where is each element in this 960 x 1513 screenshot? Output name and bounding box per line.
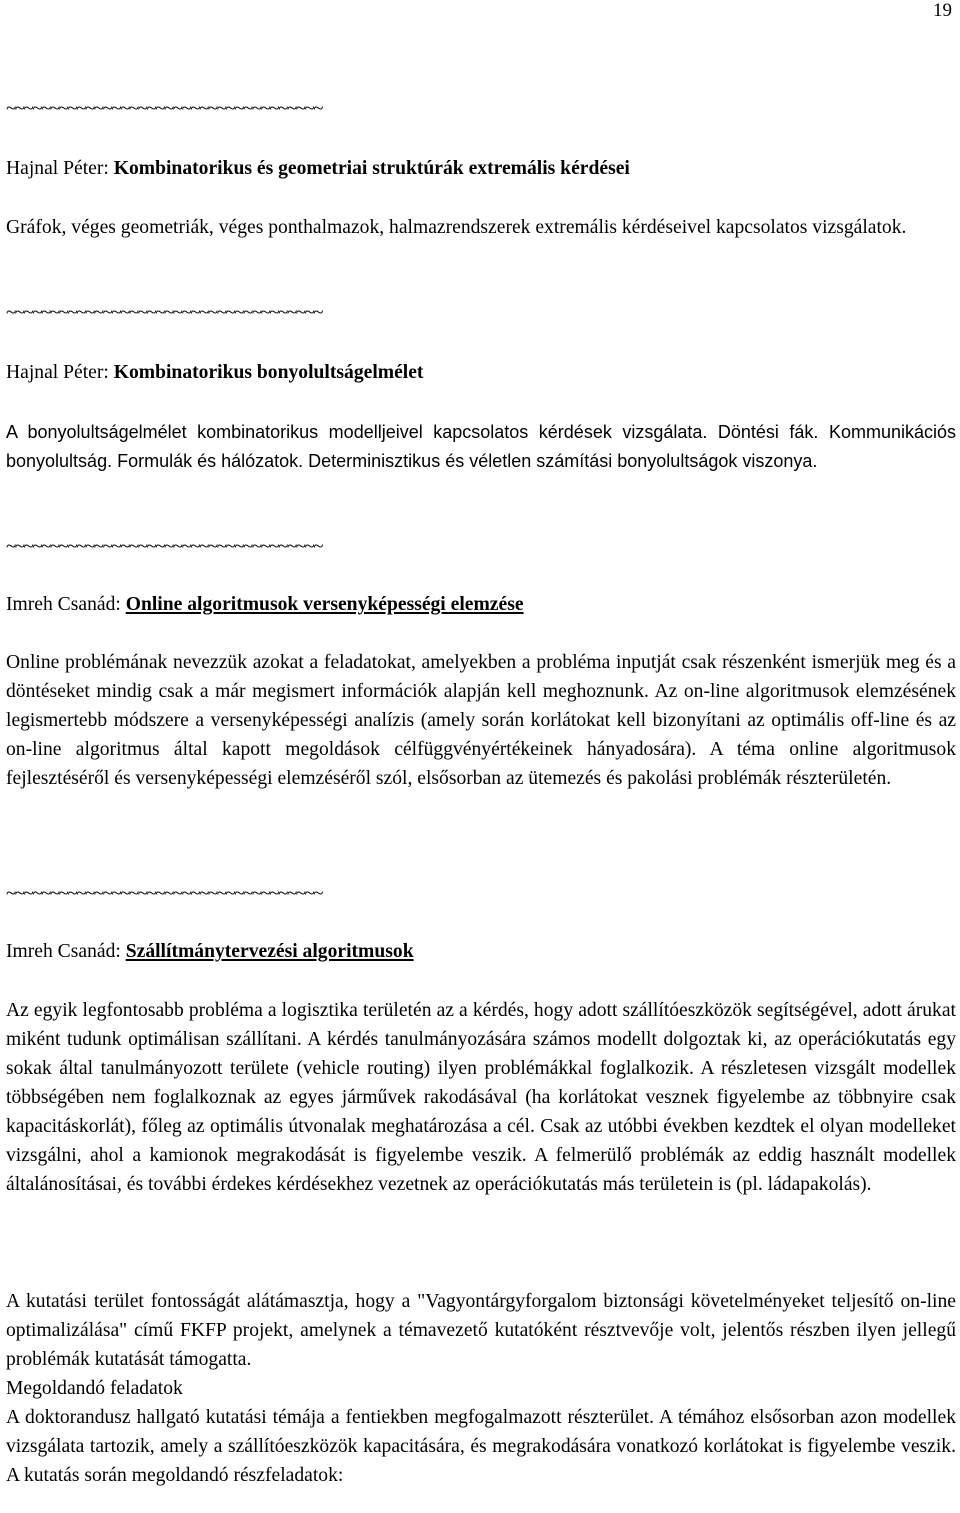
section-separator: ~~~~~~~~~~~~~~~~~~~~~~~~~~~~~~~~~~~~: [6, 883, 323, 904]
section-paragraph: Gráfok, véges geometriák, véges ponthalmazok, halmazrendszerek extremális kérdéseivel kapcsolatos vizsgálatok.: [6, 217, 907, 238]
section-paragraph: Online problémának nevezzük azokat a feladatokat, amelyekben a probléma inputját csak részenként ismerjük meg és a döntéseket mindig csak a már megismert információk alapján kell meghoznunk. Az on-line algoritmusok elemzésének legismertebb módszere a versenyképességi analízis (amely során korlátokat kell bizonyítani az optimális off-line és az on-line algoritmus által kapott megoldások célfüggvényértékeinek hányadosára). A téma online algoritmusok fejlesztéséről és versenyképességi elemzéséről szól, elsősorban az ütemezés és pakolási problémák részterületén.: [6, 652, 956, 789]
section-separator: ~~~~~~~~~~~~~~~~~~~~~~~~~~~~~~~~~~~~: [6, 302, 323, 323]
section-heading: [6, 593, 956, 617]
section-heading: [6, 940, 956, 964]
subheading-tasks: Megoldandó feladatok: [6, 1378, 183, 1399]
section-separator: ~~~~~~~~~~~~~~~~~~~~~~~~~~~~~~~~~~~~: [6, 536, 323, 557]
section-paragraph: A kutatási terület fontosságát alátámasztja, hogy a "Vagyontárgyforgalom biztonsági követelményeket teljesítő on-line optimalizálása" című FKFP projekt, amelynek a témavezető kutatóként résztvevője volt, jelentős részben ilyen jellegű problémák kutatását támogatta.: [6, 1291, 956, 1370]
page-number: 19: [933, 0, 952, 21]
section-title: Online algoritmusok versenyképességi elemzése: [125, 594, 524, 615]
section-title: Kombinatorikus és geometriai struktúrák extremális kérdései: [113, 158, 630, 179]
section-heading: [6, 157, 956, 181]
author-name: Imreh Csanád:: [6, 594, 126, 615]
author-name: Imreh Csanád:: [6, 941, 126, 962]
section-title: Kombinatorikus bonyolultságelmélet: [113, 362, 424, 383]
section-title: Szállítmánytervezési algoritmusok: [125, 941, 414, 962]
author-name: Hajnal Péter:: [6, 158, 114, 179]
section-paragraph: Az egyik legfontosabb probléma a logisztika területén az a kérdés, hogy adott szállítóeszközök segítségével, adott árukat miként tudunk optimálisan szállítani. A kérdés tanulmányozására számos modellt dolgoztak ki, az operációkutatás egy sokak által tanulmányozott területe (vehicle routing) ilyen problémákkal foglalkozik. A részletesen vizsgált modellek többségében nem foglalkoznak az egyes járművek rakodásával (ha korlátokat vesznek figyelembe az többnyire csak kapacitáskorlát), főleg az optimális útvonalak meghatározása a cél. Csak az utóbbi években kezdtek el olyan modelleket vizsgálni, ahol a kamionok megrakodását is figyelembe veszik. A felmerülő problémák az eddig használt modellek általánosításai, és további érdekes kérdésekhez vezetnek az operációkutatás más területein is (pl. ládapakolás).: [6, 1000, 956, 1195]
section-heading: [6, 361, 956, 385]
section-paragraph: A bonyolultságelmélet kombinatorikus modelljeivel kapcsolatos kérdések vizsgálata. Döntési fák. Kommunikációs bonyolultság. Formulák és hálózatok. Determinisztikus és véletlen számítási bonyolultságok viszonya.: [6, 422, 956, 471]
section-separator: ~~~~~~~~~~~~~~~~~~~~~~~~~~~~~~~~~~~~: [6, 98, 323, 119]
author-name: Hajnal Péter:: [6, 362, 114, 383]
section-paragraph: A doktorandusz hallgató kutatási témája a fentiekben megfogalmazott részterület. A témához elsősorban azon modellek vizsgálata tartozik, amely a szállítóeszközök kapacitására, és megrakodására vonatkozó korlátokat is figyelembe veszik. A kutatás során megoldandó részfeladatok:: [6, 1407, 956, 1486]
